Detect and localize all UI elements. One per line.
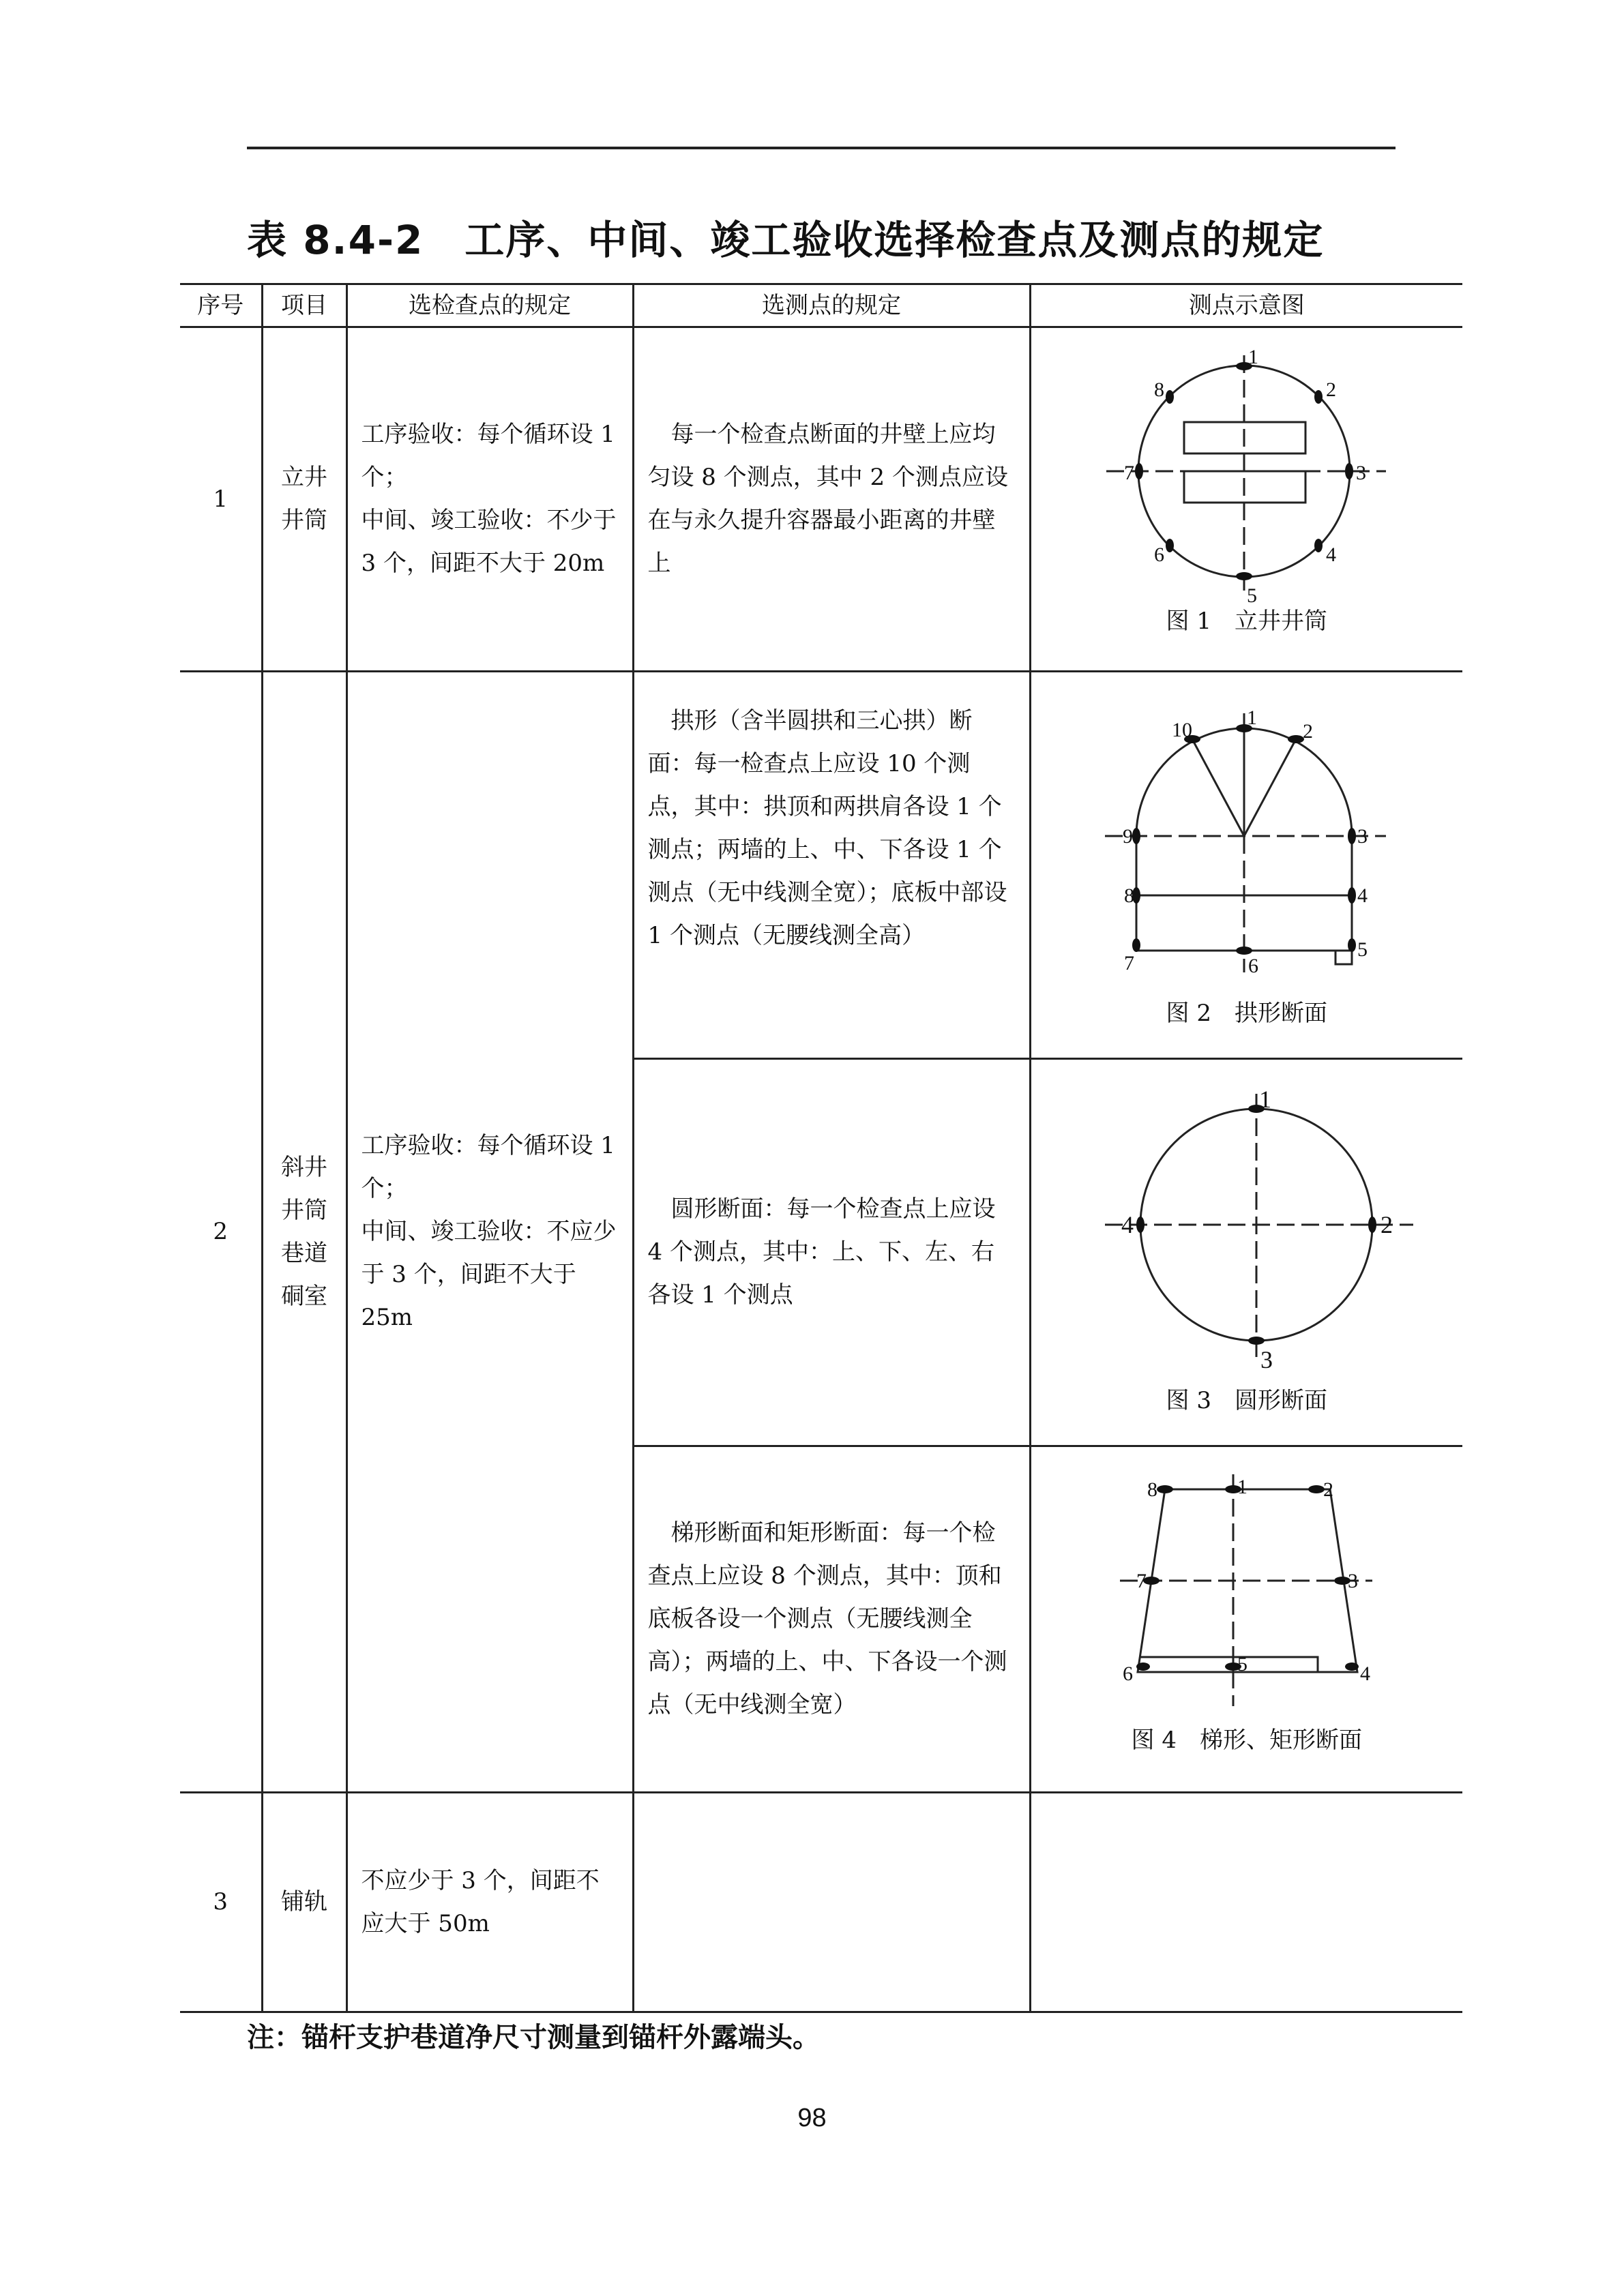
figure-cell: [1030, 1059, 1462, 1446]
point-label: 2: [1380, 1211, 1393, 1238]
table-row: [180, 1793, 1462, 2012]
figure-caption: 图 3 圆形断面: [1166, 1387, 1327, 1414]
row-item: 立井 井筒: [262, 327, 346, 672]
row-item: 斜井 井筒 巷道 硐室: [262, 672, 346, 1793]
point-label: 3: [1355, 462, 1366, 484]
row-check: 工序验收：每个循环设 1 个； 中间、竣工验收：不少于 3 个，间距不大于 20m: [346, 327, 633, 672]
table-row: [180, 672, 1462, 1059]
point-label: 6: [1122, 1663, 1133, 1685]
shaft-section-diagram: [1031, 328, 1464, 608]
header-item: 项目: [262, 284, 346, 327]
point-label: 7: [1123, 462, 1134, 484]
point-label: 10: [1171, 719, 1192, 741]
header-rule: [247, 147, 1396, 149]
point-label: 1: [1258, 1086, 1271, 1113]
figure-cell: [1030, 1446, 1462, 1793]
point-label: 1: [1237, 1476, 1247, 1498]
point-label: 3: [1347, 1570, 1358, 1592]
point-label: 1: [1247, 346, 1258, 368]
point-label: 2: [1302, 720, 1313, 743]
header-no: 序号: [180, 284, 262, 327]
table-note: 注：锚杆支护巷道净尺寸测量到锚杆外露端头。: [247, 2022, 820, 2053]
point-label: 6: [1153, 543, 1164, 566]
point-label: 1: [1246, 706, 1257, 729]
figure-caption: 图 4 梯形、矩形断面: [1131, 1727, 1362, 1754]
row-measure: 每一个检查点断面的井壁上应均匀设 8 个测点，其中 2 个测点应设在与永久提升容器最小距离的井壁上: [647, 421, 1008, 577]
figure-cell: [1030, 327, 1462, 672]
point-label: 5: [1357, 938, 1368, 961]
arch-section-diagram: [1031, 672, 1464, 1000]
regulation-table: [180, 283, 1462, 2013]
point-label: 7: [1123, 952, 1134, 974]
header-measure: 选测点的规定: [633, 284, 1030, 327]
row-no: 3: [180, 1793, 262, 2012]
figure-caption: 图 1 立井井筒: [1166, 608, 1327, 635]
point-label: 4: [1357, 884, 1368, 907]
row-measure: [633, 1793, 1030, 2012]
point-label: 4: [1325, 543, 1336, 566]
point-label: 9: [1122, 825, 1133, 848]
table-row: [180, 327, 1462, 672]
point-label: 8: [1147, 1478, 1157, 1501]
row-check: 不应少于 3 个，间距不应大于 50m: [346, 1793, 633, 2012]
point-label: 5: [1237, 1653, 1247, 1675]
table-header-row: [180, 284, 1462, 327]
point-label: 8: [1153, 378, 1164, 401]
row-measure: 拱形（含半圆拱和三心拱）断面：每一检查点上应设 10 个测点，其中：拱顶和两拱肩各设 1 个测点；两墙的上、中、下各设 1 个测点（无中线测全宽）；底板中部设 1 个测点（无腰线测全高）: [647, 707, 1007, 949]
row-no: 1: [180, 327, 262, 672]
header-figure: 测点示意图: [1030, 284, 1462, 327]
row-measure: 圆形断面：每一个检查点上应设 4 个测点，其中：上、下、左、右各设 1 个测点: [647, 1195, 996, 1309]
point-label: 5: [1246, 584, 1257, 607]
figure-cell: [1030, 1793, 1462, 2012]
figure-caption: 图 2 拱形断面: [1166, 1000, 1327, 1027]
header-check: 选检查点的规定: [346, 284, 633, 327]
point-label: 6: [1247, 955, 1258, 977]
row-check: 工序验收：每个循环设 1 个； 中间、竣工验收：不应少于 3 个，间距不大于 25m: [346, 672, 633, 1793]
point-label: 3: [1357, 825, 1368, 848]
row-no: 2: [180, 672, 262, 1793]
point-label: 4: [1359, 1663, 1370, 1685]
row-measure: 梯形断面和矩形断面：每一个检查点上应设 8 个测点，其中：顶和底板各设一个测点（无腰线测全高）；两墙的上、中、下各设一个测点（无中线测全宽）: [647, 1519, 1007, 1718]
row-item: 铺轨: [262, 1793, 346, 2012]
point-label: 3: [1260, 1346, 1273, 1373]
page-number: 98: [797, 2104, 827, 2132]
point-label: 4: [1121, 1211, 1134, 1238]
trapezoid-section-diagram: [1031, 1447, 1464, 1727]
point-label: 8: [1123, 884, 1134, 907]
point-label: 2: [1323, 1478, 1333, 1501]
circle-section-diagram: [1031, 1060, 1464, 1387]
figure-cell: [1030, 672, 1462, 1059]
table-title: 表 8.4-2 工序、中间、竣工验收选择检查点及测点的规定: [247, 217, 1325, 263]
point-label: 2: [1325, 378, 1336, 401]
point-label: 7: [1136, 1570, 1147, 1592]
